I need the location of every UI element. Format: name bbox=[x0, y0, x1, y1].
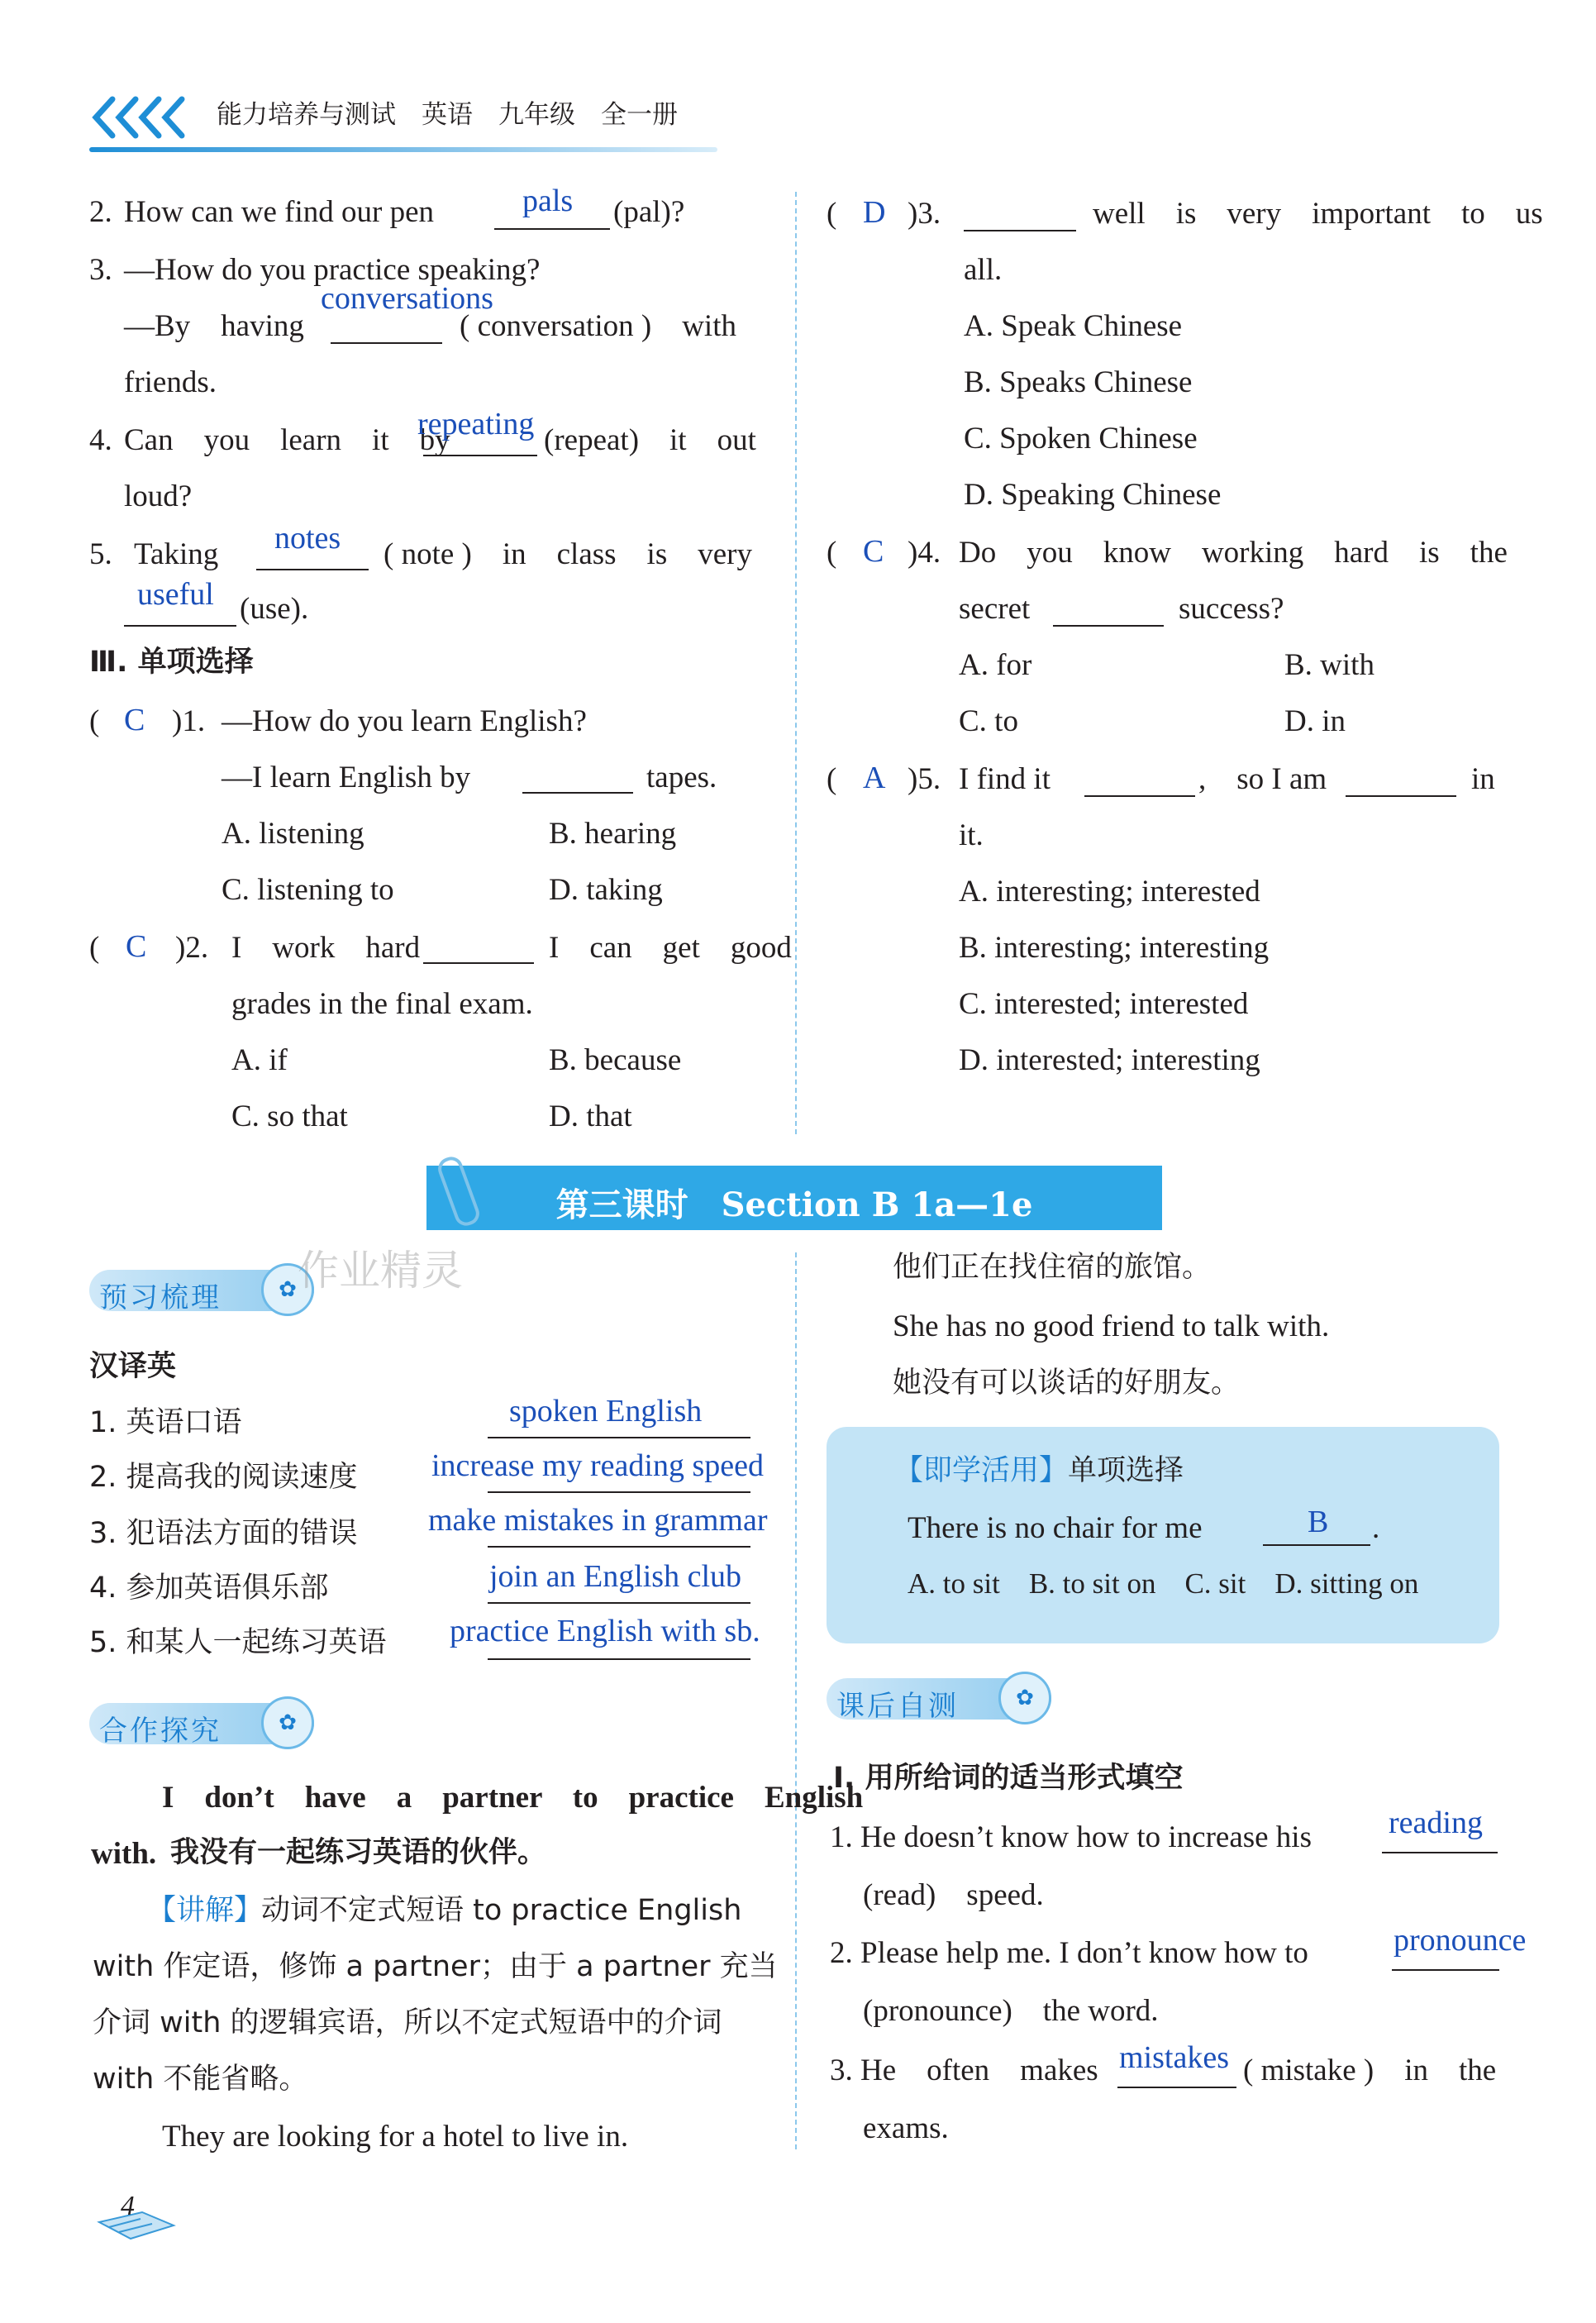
q3-line2a: —By having bbox=[124, 309, 304, 343]
preview-badge-label: 预习梳理 bbox=[99, 1281, 222, 1314]
mc2-answer[interactable]: C bbox=[126, 929, 147, 964]
q5-answer-1: notes bbox=[274, 521, 341, 556]
mc1-answer[interactable]: C bbox=[124, 703, 145, 737]
mc4-option-a: A. for bbox=[959, 648, 1032, 682]
q2-answer: pals bbox=[522, 184, 574, 218]
mc5-option-c: C. interested; interested bbox=[959, 987, 1249, 1021]
q3-line2b: ( conversation ) with bbox=[460, 309, 736, 343]
preview-item-2-blank bbox=[488, 1491, 750, 1493]
mc2-paren-right: )2. bbox=[175, 931, 209, 965]
preview-item-3-en: make mistakes in grammar bbox=[428, 1503, 768, 1538]
mc5-line1c: in bbox=[1471, 762, 1495, 796]
preview-item-2-cn: 2. 提高我的阅读速度 bbox=[89, 1461, 358, 1494]
mc3-paren-right: )3. bbox=[908, 197, 941, 231]
mc2-option-d: D. that bbox=[549, 1099, 632, 1133]
mc4-paren-left: ( bbox=[827, 536, 837, 570]
explore-badge-label: 合作探究 bbox=[99, 1715, 222, 1748]
mc4-option-d: D. in bbox=[1284, 704, 1346, 738]
mc5-line1a: I find it bbox=[959, 762, 1051, 796]
apply-blank[interactable] bbox=[1263, 1544, 1370, 1546]
selftest-q3-answer: mistakes bbox=[1119, 2040, 1229, 2075]
preview-item-1-blank bbox=[488, 1437, 750, 1438]
explore-explain-tag: 【讲解】 bbox=[147, 1894, 264, 1927]
mc3-line2: all. bbox=[964, 253, 1003, 287]
section-banner bbox=[426, 1166, 1162, 1230]
preview-item-3-cn: 3. 犯语法方面的错误 bbox=[89, 1517, 358, 1550]
mc1-paren-left: ( bbox=[89, 704, 100, 738]
leaf-icon: ✿ bbox=[261, 1696, 314, 1749]
q2-text: How can we find our pen bbox=[124, 195, 435, 229]
column-divider-bottom bbox=[795, 1252, 797, 2149]
mc1-option-a: A. listening bbox=[222, 817, 364, 851]
preview-item-3-blank bbox=[488, 1546, 750, 1548]
mc4-option-b: B. with bbox=[1284, 648, 1374, 682]
q5-line2: (use). bbox=[240, 592, 309, 626]
explore-example-2-en: She has no good friend to talk with. bbox=[893, 1309, 1330, 1343]
q5-blank-1[interactable] bbox=[256, 569, 369, 570]
mc1-line2b: tapes. bbox=[646, 761, 717, 794]
apply-tag: 【即学活用】 bbox=[894, 1454, 1069, 1487]
selftest-q2-blank[interactable] bbox=[1392, 1969, 1499, 1971]
apply-answer: B bbox=[1308, 1505, 1329, 1539]
preview-item-4-en: join an English club bbox=[489, 1559, 742, 1594]
apply-options: A. to sit B. to sit on C. sit D. sitting on bbox=[908, 1567, 1419, 1600]
mc4-blank bbox=[1053, 625, 1164, 627]
explore-explain-3: 介词 with 的逻辑宾语，所以不定式短语中的介词 bbox=[93, 2006, 722, 2039]
explore-explain-1: 动词不定式短语 to practice English bbox=[261, 1894, 742, 1927]
mc3-blank bbox=[964, 230, 1076, 231]
mc5-blank-2 bbox=[1346, 795, 1456, 797]
q4-line1a: Can you learn it by bbox=[124, 423, 450, 457]
q5-answer-2: useful bbox=[137, 577, 214, 612]
mc1-line2: —I learn English by bbox=[222, 761, 471, 794]
mc5-option-a: A. interesting; interested bbox=[959, 875, 1260, 909]
mc5-option-d: D. interested; interesting bbox=[959, 1043, 1260, 1077]
q4-num: 4. bbox=[89, 423, 112, 457]
explore-example-1-en: They are looking for a hotel to live in. bbox=[162, 2120, 629, 2154]
selftest-q1-line2: (read) speed. bbox=[863, 1878, 1044, 1912]
column-divider-top bbox=[795, 192, 797, 1134]
preview-item-4-blank bbox=[488, 1602, 750, 1604]
selftest-badge-label: 课后自测 bbox=[836, 1690, 959, 1723]
mc2-line2: grades in the final exam. bbox=[231, 987, 533, 1021]
chevron-left-icon bbox=[89, 93, 193, 142]
q2-num: 2. bbox=[89, 195, 112, 229]
selftest-q1-line1: 1. He doesn’t know how to increase his bbox=[830, 1820, 1312, 1854]
mc1-blank bbox=[522, 792, 633, 794]
mc3-line1b: well is very important to us bbox=[1093, 197, 1543, 231]
mc2-line1b: I can get good bbox=[549, 931, 792, 965]
mc4-answer[interactable]: C bbox=[863, 534, 884, 569]
mc5-option-b: B. interesting; interesting bbox=[959, 931, 1270, 965]
selftest-q3-blank[interactable] bbox=[1117, 2087, 1236, 2088]
explore-explain-4: with 不能省略。 bbox=[93, 2063, 308, 2096]
selftest-q1-answer: reading bbox=[1389, 1805, 1483, 1840]
section-3-title: Ⅲ. 单项选择 bbox=[89, 646, 254, 679]
preview-badge bbox=[89, 1270, 314, 1314]
selftest-q2-line2: (pronounce) the word. bbox=[863, 1994, 1159, 2028]
mc1-option-b: B. hearing bbox=[549, 817, 677, 851]
preview-item-1-en: spoken English bbox=[509, 1394, 703, 1429]
header-breadcrumb: 能力培养与测试 英语 九年级 全一册 bbox=[217, 100, 678, 130]
leaf-icon: ✿ bbox=[998, 1672, 1051, 1724]
mc2-option-a: A. if bbox=[231, 1043, 288, 1077]
mc5-answer[interactable]: A bbox=[863, 761, 886, 795]
q3-blank[interactable] bbox=[331, 342, 442, 344]
selftest-q2-line1: 2. Please help me. I don’t know how to bbox=[830, 1936, 1308, 1970]
mc4-option-c: C. to bbox=[959, 704, 1018, 738]
header-chevrons bbox=[89, 93, 193, 142]
q3-num: 3. bbox=[89, 253, 112, 287]
selftest-q1-blank[interactable] bbox=[1382, 1852, 1498, 1853]
explore-example-1-cn: 他们正在找住宿的旅馆。 bbox=[893, 1251, 1212, 1284]
preview-item-5-en: practice English with sb. bbox=[450, 1614, 760, 1648]
preview-item-1-cn: 1. 英语口语 bbox=[89, 1406, 242, 1439]
mc2-line1a: I work hard bbox=[231, 931, 421, 965]
preview-item-4-cn: 4. 参加英语俱乐部 bbox=[89, 1572, 329, 1605]
selftest-q3-line1a: 3. He often makes bbox=[830, 2053, 1098, 2087]
mc1-option-c: C. listening to bbox=[222, 873, 394, 907]
explore-key-en2: with. bbox=[91, 1837, 157, 1871]
mc4-line2a: secret bbox=[959, 592, 1031, 626]
q4-answer: repeating bbox=[417, 407, 535, 441]
q4-line1b: (repeat) it out bbox=[544, 423, 756, 457]
mc2-option-b: B. because bbox=[549, 1043, 682, 1077]
header-rule bbox=[89, 147, 717, 152]
q4-line2: loud? bbox=[124, 479, 193, 513]
leaf-icon: ✿ bbox=[261, 1263, 314, 1316]
q5-num: 5. bbox=[89, 537, 112, 571]
watermark: 作业精灵 bbox=[298, 1247, 463, 1295]
apply-title: 单项选择 bbox=[1068, 1454, 1184, 1487]
explore-badge bbox=[89, 1703, 314, 1748]
q2-blank[interactable] bbox=[494, 228, 610, 230]
preview-item-2-en: increase my reading speed bbox=[431, 1448, 764, 1483]
explore-key-en: I don’t have a partner to practice English bbox=[162, 1781, 864, 1815]
mc1-line1: —How do you learn English? bbox=[222, 704, 587, 738]
mc1-paren-right: )1. bbox=[172, 704, 206, 738]
mc5-paren-left: ( bbox=[827, 762, 837, 796]
explore-explain-2: with 作定语，修饰 a partner；由于 a partner 充当 bbox=[93, 1950, 778, 1983]
mc5-paren-right: )5. bbox=[908, 762, 941, 796]
selftest-q3-line2: exams. bbox=[863, 2111, 949, 2145]
preview-item-5-blank bbox=[488, 1658, 750, 1660]
mc5-line2: it. bbox=[959, 818, 984, 852]
mc3-option-b: B. Speaks Chinese bbox=[964, 365, 1193, 399]
page-number: 4 bbox=[121, 2191, 135, 2221]
mc2-blank bbox=[423, 962, 534, 964]
mc3-option-d: D. Speaking Chinese bbox=[964, 478, 1222, 512]
explore-example-2-cn: 她没有可以谈话的好朋友。 bbox=[893, 1367, 1241, 1400]
apply-question: There is no chair for me bbox=[908, 1511, 1203, 1545]
mc2-paren-left: ( bbox=[89, 931, 100, 965]
selftest-q3-line1b: ( mistake ) in the bbox=[1243, 2053, 1497, 2087]
mc5-blank-1 bbox=[1084, 795, 1195, 797]
selftest-q2-answer: pronounce bbox=[1394, 1923, 1527, 1958]
book-icon bbox=[94, 2191, 177, 2244]
mc2-option-c: C. so that bbox=[231, 1099, 348, 1133]
apply-end: . bbox=[1372, 1511, 1380, 1545]
mc3-option-a: A. Speak Chinese bbox=[964, 309, 1183, 343]
selftest-badge bbox=[827, 1678, 1051, 1723]
q2-hint: (pal)? bbox=[613, 195, 685, 229]
q5-blank-2[interactable] bbox=[124, 625, 236, 627]
q5-line1a: Taking bbox=[134, 537, 219, 571]
mc4-line2b: success? bbox=[1179, 592, 1284, 626]
mc3-answer[interactable]: D bbox=[863, 195, 886, 230]
mc3-option-c: C. Spoken Chinese bbox=[964, 422, 1198, 456]
selftest-section: Ⅰ. 用所给词的适当形式填空 bbox=[833, 1762, 1184, 1795]
mc3-paren-left: ( bbox=[827, 197, 837, 231]
section-banner-title: 第三课时 Section B 1a—1e bbox=[555, 1185, 1033, 1224]
q3-line1: —How do you practice speaking? bbox=[124, 253, 541, 287]
mc4-paren-right: )4. bbox=[908, 536, 941, 570]
explore-key-cn: 我没有一起练习英语的伙伴。 bbox=[170, 1836, 547, 1869]
preview-heading: 汉译英 bbox=[89, 1350, 177, 1383]
q5-line1b: ( note ) in class is very bbox=[384, 537, 752, 571]
mc5-line1b: , so I am bbox=[1198, 762, 1327, 796]
q3-answer: conversations bbox=[321, 281, 493, 316]
page-number-badge bbox=[94, 2191, 177, 2244]
preview-item-5-cn: 5. 和某人一起练习英语 bbox=[89, 1626, 387, 1659]
mc1-option-d: D. taking bbox=[549, 873, 663, 907]
q4-blank[interactable] bbox=[423, 455, 537, 456]
mc4-line1: Do you know working hard is the bbox=[959, 536, 1508, 570]
q3-line3: friends. bbox=[124, 365, 217, 399]
